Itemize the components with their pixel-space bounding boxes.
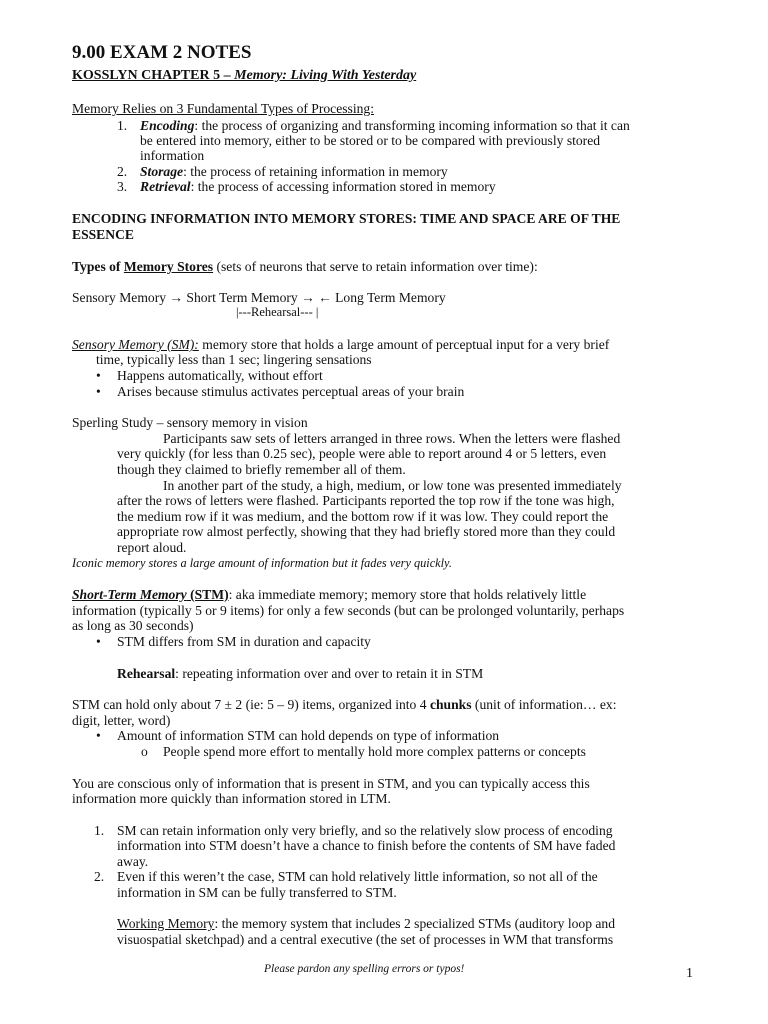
amount-bullet: Amount of information STM can hold depends on type of information bbox=[117, 728, 500, 743]
rehearsal-def: : repeating information over and over to retain it in STM bbox=[175, 666, 484, 681]
footer-note: Please pardon any spelling errors or typos! bbox=[264, 963, 465, 975]
rehearsal-loop: |---Rehearsal--- | bbox=[236, 305, 319, 319]
stm-term: Short-Term Memory bbox=[72, 587, 187, 602]
chapter-prefix: KOSSLYN CHAPTER 5 – bbox=[72, 68, 235, 83]
reason-1-line-3: away. bbox=[117, 854, 149, 869]
section-heading-line-1: ENCODING INFORMATION INTO MEMORY STORES: TIME AND SPACE ARE OF THE bbox=[72, 211, 621, 226]
list-number: 2. bbox=[117, 164, 128, 179]
chapter-heading bbox=[72, 68, 416, 84]
stm-abbr: (STM) bbox=[186, 587, 229, 602]
capacity-pre: STM can hold only about 7 ± 2 (ie: 5 – 9) items, organized into 4 bbox=[72, 697, 430, 712]
working-line-1: : the memory system that includes 2 specialized STMs (auditory loop and bbox=[214, 916, 616, 931]
memory-stores-term: Memory Stores bbox=[123, 259, 214, 274]
bullet-icon: • bbox=[96, 368, 101, 383]
stm-bullet: STM differs from SM in duration and capacity bbox=[117, 634, 371, 649]
sperling-p1-line-2: very quickly (for less than 0.25 sec), people were able to report around 4 or 5 letters, even bbox=[117, 446, 607, 461]
term-storage: Storage bbox=[140, 164, 184, 179]
list-item-retrieval bbox=[140, 179, 496, 195]
reason-1-line-1: SM can retain information only very briefly, and so the relatively slow process of encoding bbox=[117, 823, 613, 838]
sperling-p2-line-2: after the rows of letters were flashed. Participants reported the top row if the tone was high, bbox=[117, 493, 615, 508]
list-number: 2. bbox=[94, 869, 105, 884]
stm-capacity bbox=[72, 697, 617, 713]
encoding-line-2: be entered into memory, either to be stored or to be compared with previously stored bbox=[140, 133, 601, 148]
rehearsal-term: Rehearsal bbox=[117, 666, 176, 681]
iconic-memory-note: Iconic memory stores a large amount of information but it fades very quickly. bbox=[72, 556, 452, 570]
reason-2-line-1: Even if this weren’t the case, STM can hold relatively little information, so not all of the bbox=[117, 869, 598, 884]
stm-definition bbox=[72, 587, 586, 603]
stm-line-3: as long as 30 seconds) bbox=[72, 618, 194, 633]
bullet-icon: • bbox=[96, 634, 101, 649]
reason-1-line-2: information into STM doesn’t have a chance to finish before the contents of SM have faded bbox=[117, 838, 616, 853]
bullet-icon: • bbox=[96, 384, 101, 399]
bullet-icon: • bbox=[96, 728, 101, 743]
sensory-line-1: memory store that holds a large amount of perceptual input for a very brief bbox=[198, 337, 610, 352]
stm-line-2: information (typically 5 or 9 items) for only a few seconds (but can be prolonged voluntarily, perhaps bbox=[72, 603, 625, 618]
sub-bullet-icon: o bbox=[141, 744, 148, 759]
memory-flow: Sensory Memory → Short Term Memory → ← Long Term Memory bbox=[72, 290, 446, 305]
stm-line-1: : aka immediate memory; memory store that holds relatively little bbox=[228, 587, 587, 602]
working-line-2: visuospatial sketchpad) and a central executive (the set of processes in WM that transforms bbox=[117, 932, 614, 947]
sperling-heading: Sperling Study – sensory memory in vision bbox=[72, 415, 308, 430]
sperling-p1-line-3: though they claimed to briefly remember all of them. bbox=[117, 462, 406, 477]
section-heading-line-2: ESSENCE bbox=[72, 227, 134, 242]
sensory-memory-term: Sensory Memory (SM): bbox=[72, 337, 199, 352]
sub-bullet: People spend more effort to mentally hold more complex patterns or concepts bbox=[163, 744, 586, 759]
list-item-encoding bbox=[140, 118, 630, 134]
memory-stores-line bbox=[72, 259, 538, 275]
capacity-line-2: digit, letter, word) bbox=[72, 713, 171, 728]
sperling-p1-line-1: Participants saw sets of letters arranged in three rows. When the letters were flashed bbox=[163, 431, 621, 446]
list-number: 1. bbox=[117, 118, 128, 133]
chapter-name: Memory: Living With Yesterday bbox=[234, 68, 417, 83]
sensory-line-2: time, typically less than 1 sec; lingering sensations bbox=[96, 352, 372, 367]
term-retrieval: Retrieval bbox=[140, 179, 191, 194]
page-number: 1 bbox=[686, 966, 693, 981]
page-title: 9.00 EXAM 2 NOTES bbox=[72, 42, 252, 63]
processing-heading: Memory Relies on 3 Fundamental Types of Processing: bbox=[72, 101, 374, 116]
sperling-p2-line-3: the medium row if it was medium, and the bottom row if it was low. They could report the bbox=[117, 509, 609, 524]
capacity-post: (unit of information… ex: bbox=[471, 697, 617, 712]
sperling-p2-line-1: In another part of the study, a high, medium, or low tone was presented immediately bbox=[163, 478, 622, 493]
working-memory-definition bbox=[117, 916, 615, 932]
retrieval-line: : the process of accessing information stored in memory bbox=[190, 179, 496, 194]
working-memory-term: Working Memory bbox=[117, 916, 215, 931]
reason-2-line-2: information in SM can be fully transferred to STM. bbox=[117, 885, 397, 900]
conscious-line-1: You are conscious only of information that is present in STM, and you can typically access this bbox=[72, 776, 590, 791]
encoding-line-1: : the process of organizing and transforming incoming information so that it can bbox=[194, 118, 630, 133]
conscious-line-2: information more quickly than information stored in LTM. bbox=[72, 791, 391, 806]
types-pre: Types of bbox=[72, 259, 124, 274]
sperling-p2-line-5: report aloud. bbox=[117, 540, 187, 555]
list-number: 1. bbox=[94, 823, 105, 838]
types-post: (sets of neurons that serve to retain information over time): bbox=[213, 259, 538, 274]
sperling-p2-line-4: appropriate row almost perfectly, showing that they had briefly stored more than they could bbox=[117, 524, 616, 539]
chunks-term: chunks bbox=[429, 697, 472, 712]
sensory-bullet-1: Happens automatically, without effort bbox=[117, 368, 323, 383]
term-encoding: Encoding bbox=[140, 118, 195, 133]
sensory-bullet-2: Arises because stimulus activates perceptual areas of your brain bbox=[117, 384, 465, 399]
storage-line: : the process of retaining information in memory bbox=[183, 164, 448, 179]
encoding-line-3: information bbox=[140, 148, 205, 163]
rehearsal-definition bbox=[117, 666, 483, 682]
list-item-storage bbox=[140, 164, 448, 180]
sensory-memory-definition bbox=[72, 337, 609, 353]
list-number: 3. bbox=[117, 179, 128, 194]
